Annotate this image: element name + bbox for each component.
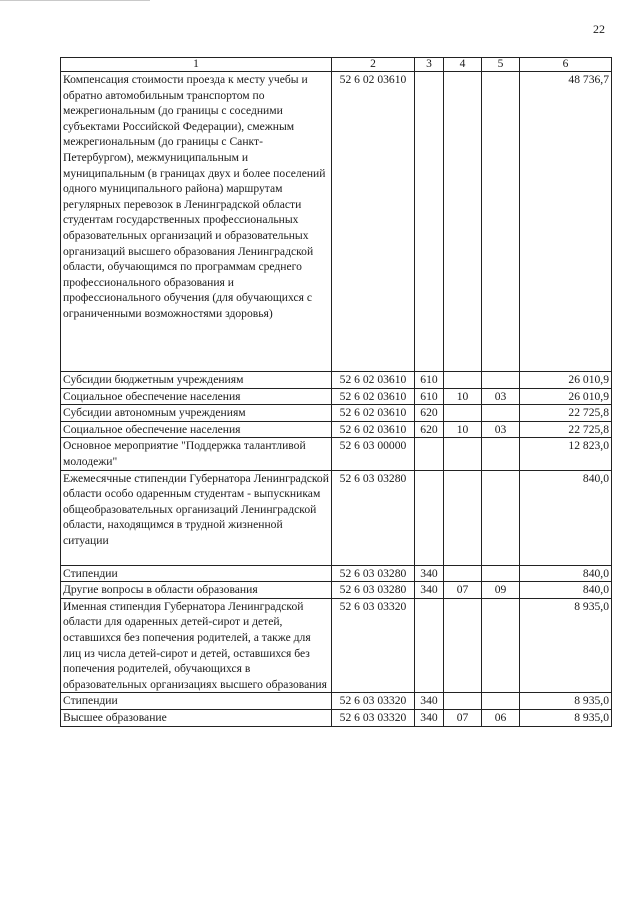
row-subsection	[482, 72, 520, 372]
row-code: 52 6 02 03610	[332, 421, 415, 438]
scan-edge-mark	[0, 0, 150, 4]
table-row	[61, 598, 612, 693]
row-code: 52 6 03 03320	[332, 693, 415, 710]
row-expense-type: 340	[415, 565, 444, 582]
row-code: 52 6 02 03610	[332, 372, 415, 389]
table-row	[61, 405, 612, 422]
row-amount: 8 935,0	[520, 598, 612, 693]
row-name: Социальное обеспечение населения	[61, 421, 332, 438]
row-code: 52 6 03 03320	[332, 709, 415, 726]
row-name: Ежемесячные стипендии Губернатора Ленинградской области особо одаренным студентам - выпускникам общеобразовательных организаций Ленинградской области, находящимся в трудной жизненной ситуации	[61, 470, 332, 565]
row-amount: 22 725,8	[520, 405, 612, 422]
row-amount: 26 010,9	[520, 372, 612, 389]
row-code: 52 6 03 03280	[332, 565, 415, 582]
row-amount: 840,0	[520, 470, 612, 565]
table-row	[61, 565, 612, 582]
row-expense-type	[415, 598, 444, 693]
row-section	[444, 405, 482, 422]
row-expense-type: 620	[415, 421, 444, 438]
row-expense-type	[415, 470, 444, 565]
row-section: 07	[444, 709, 482, 726]
row-subsection	[482, 470, 520, 565]
column-header: 2	[332, 58, 415, 72]
row-amount: 840,0	[520, 565, 612, 582]
table-row	[61, 372, 612, 389]
row-amount: 840,0	[520, 582, 612, 599]
row-section: 10	[444, 388, 482, 405]
row-name: Компенсация стоимости проезда к месту учебы и обратно автомобильным транспортом по межрегиональным (до границы с соседними субъектами Российской Федерации), смежным межрегиональным (до границы с Санкт-Петербургом), межмуниципальным и муниципальным (в границах двух и более поселений одного муниципального района) маршрутам регулярных перевозок в Ленинградской области студентам государственных профессиональных образовательных организаций и образовательных организаций высшего образования Ленинградской области, обучающимся по программам среднего профессионального образования и профессионального обучения (для обучающихся с ограниченными возможностями здоровья)	[61, 72, 332, 372]
table-row	[61, 388, 612, 405]
row-section	[444, 372, 482, 389]
table-header-row	[61, 58, 612, 72]
row-expense-type: 340	[415, 709, 444, 726]
row-name: Стипендии	[61, 693, 332, 710]
row-name: Именная стипендия Губернатора Ленинградской области для одаренных детей-сирот и детей, оставшихся без попечения родителей, а также для лиц из числа детей-сирот и детей, оставшихся без попечения родителей, обучающихся в образовательных организациях высшего образования	[61, 598, 332, 693]
row-name: Субсидии автономным учреждениям	[61, 405, 332, 422]
row-expense-type: 610	[415, 388, 444, 405]
row-subsection	[482, 372, 520, 389]
row-name: Стипендии	[61, 565, 332, 582]
row-section: 10	[444, 421, 482, 438]
row-amount: 12 823,0	[520, 438, 612, 470]
table-row	[61, 582, 612, 599]
table-row	[61, 72, 612, 372]
row-name: Субсидии бюджетным учреждениям	[61, 372, 332, 389]
row-section: 07	[444, 582, 482, 599]
row-expense-type	[415, 438, 444, 470]
row-expense-type: 340	[415, 582, 444, 599]
column-header: 5	[482, 58, 520, 72]
row-section	[444, 72, 482, 372]
row-subsection: 06	[482, 709, 520, 726]
table-row	[61, 438, 612, 470]
row-amount: 48 736,7	[520, 72, 612, 372]
column-header: 1	[61, 58, 332, 72]
budget-table	[60, 57, 612, 727]
row-amount: 22 725,8	[520, 421, 612, 438]
row-amount: 8 935,0	[520, 709, 612, 726]
row-subsection	[482, 598, 520, 693]
row-expense-type: 620	[415, 405, 444, 422]
row-section	[444, 438, 482, 470]
row-code: 52 6 02 03610	[332, 388, 415, 405]
table-row	[61, 709, 612, 726]
row-subsection	[482, 438, 520, 470]
row-section	[444, 470, 482, 565]
row-name: Социальное обеспечение населения	[61, 388, 332, 405]
row-subsection: 03	[482, 388, 520, 405]
row-code: 52 6 03 03280	[332, 582, 415, 599]
row-code: 52 6 03 03320	[332, 598, 415, 693]
row-amount: 26 010,9	[520, 388, 612, 405]
table-row	[61, 470, 612, 565]
column-header: 6	[520, 58, 612, 72]
row-expense-type: 610	[415, 372, 444, 389]
row-expense-type	[415, 72, 444, 372]
row-subsection	[482, 565, 520, 582]
page-number: 22	[593, 22, 605, 36]
row-subsection	[482, 405, 520, 422]
row-name: Высшее образование	[61, 709, 332, 726]
table-row	[61, 421, 612, 438]
row-section	[444, 565, 482, 582]
row-amount: 8 935,0	[520, 693, 612, 710]
row-code: 52 6 02 03610	[332, 72, 415, 372]
row-section	[444, 598, 482, 693]
row-subsection: 09	[482, 582, 520, 599]
row-section	[444, 693, 482, 710]
row-subsection	[482, 693, 520, 710]
table-row	[61, 693, 612, 710]
row-code: 52 6 02 03610	[332, 405, 415, 422]
row-subsection: 03	[482, 421, 520, 438]
column-header: 3	[415, 58, 444, 72]
row-name: Другие вопросы в области образования	[61, 582, 332, 599]
row-expense-type: 340	[415, 693, 444, 710]
row-name: Основное мероприятие "Поддержка талантливой молодежи"	[61, 438, 332, 470]
column-header: 4	[444, 58, 482, 72]
row-code: 52 6 03 00000	[332, 438, 415, 470]
row-code: 52 6 03 03280	[332, 470, 415, 565]
